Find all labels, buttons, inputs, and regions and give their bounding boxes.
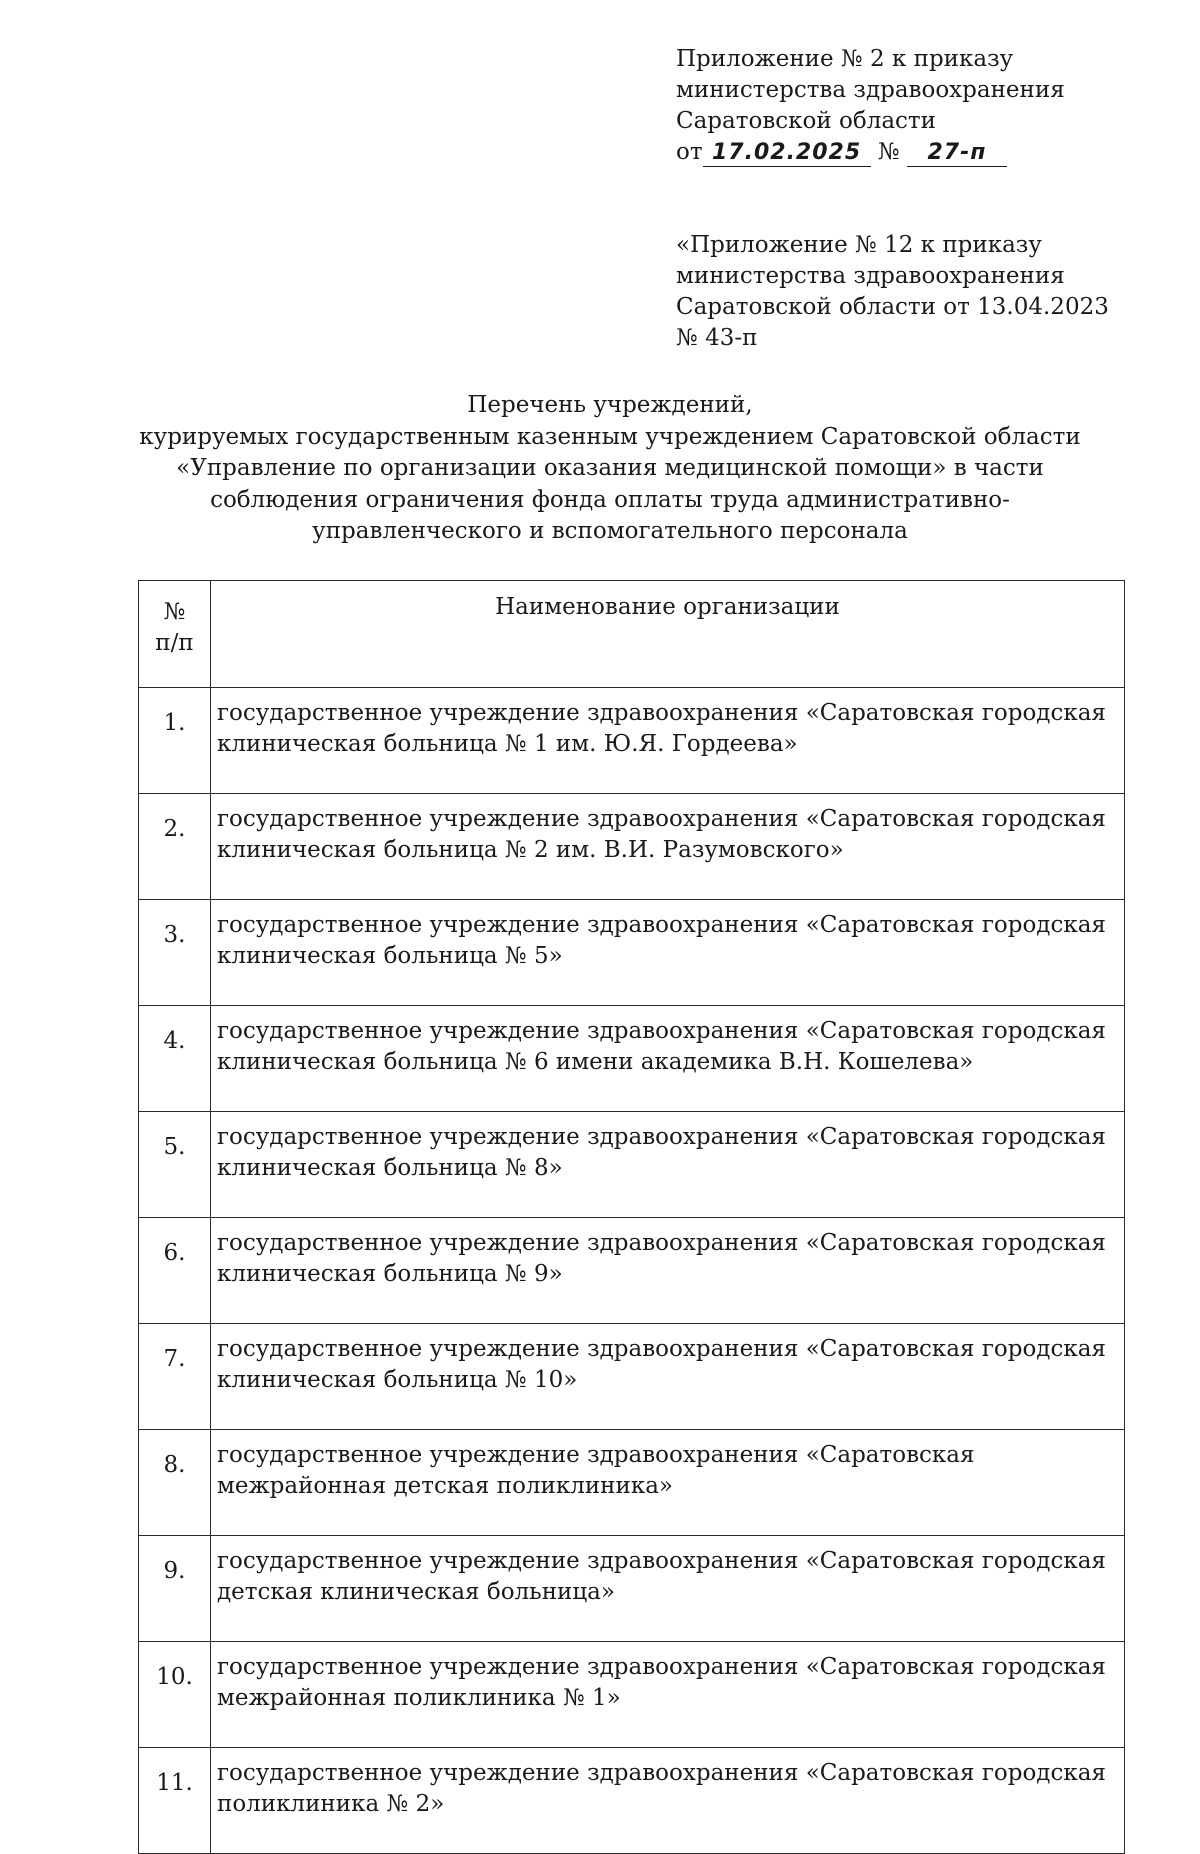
annex-number-handwritten: 27-п <box>907 140 1007 167</box>
row-name-line-2: клиническая больница № 5» <box>217 943 563 969</box>
table-row <box>139 1112 1125 1218</box>
row-name-line-2: межрайонная поликлиника № 1» <box>217 1685 621 1711</box>
title-line-5: управленческого и вспомогательного персонала <box>312 518 908 544</box>
annex-date-handwritten: 17.02.2025 <box>703 140 871 167</box>
row-number: 11. <box>139 1748 211 1854</box>
annex-date-line <box>676 137 1156 168</box>
row-name-line-1: государственное учреждение здравоохранения «Саратовская городская <box>217 806 1106 832</box>
title-line-2: курируемых государственным казенным учреждением Саратовской области <box>139 423 1081 450</box>
row-number: 2. <box>139 794 211 900</box>
row-organization-name <box>211 1006 1125 1112</box>
row-number: 8. <box>139 1430 211 1536</box>
row-organization-name <box>211 1536 1125 1642</box>
header-organization-name: Наименование организации <box>211 581 1125 688</box>
table-row <box>139 794 1125 900</box>
row-organization-name <box>211 1324 1125 1430</box>
table-row <box>139 1748 1125 1854</box>
row-organization-name <box>211 1642 1125 1748</box>
row-name-line-2: поликлиника № 2» <box>217 1791 445 1817</box>
table-row <box>139 900 1125 1006</box>
row-name-line-2: клиническая больница № 8» <box>217 1155 563 1181</box>
table-row <box>139 1218 1125 1324</box>
row-number: 9. <box>139 1536 211 1642</box>
row-name-line-1: государственное учреждение здравоохранения «Саратовская городская <box>217 1336 1106 1362</box>
row-name-line-2: клиническая больница № 6 имени академика В.Н. Кошелева» <box>217 1049 974 1075</box>
row-organization-name <box>211 1112 1125 1218</box>
row-name-line-1: государственное учреждение здравоохранения «Саратовская городская <box>217 1124 1106 1150</box>
row-name-line-2: клиническая больница № 1 им. Ю.Я. Гордеева» <box>217 731 798 757</box>
row-name-line-1: государственное учреждение здравоохранения «Саратовская городская <box>217 700 1106 726</box>
row-organization-name <box>211 1218 1125 1324</box>
table-row <box>139 688 1125 794</box>
row-name-line-2: клиническая больница № 10» <box>217 1367 578 1393</box>
row-number: 1. <box>139 688 211 794</box>
annex12-line-2: министерства здравоохранения <box>676 263 1065 289</box>
row-name-line-2: детская клиническая больница» <box>217 1579 615 1605</box>
annex12-line-4: № 43-п <box>676 325 758 351</box>
table-row <box>139 1536 1125 1642</box>
row-number: 5. <box>139 1112 211 1218</box>
row-number: 6. <box>139 1218 211 1324</box>
row-name-line-1: государственное учреждение здравоохранения «Саратовская городская <box>217 1548 1106 1574</box>
row-name-line-1: государственное учреждение здравоохранения «Саратовская городская <box>217 1018 1106 1044</box>
annex-header <box>676 44 1156 168</box>
table-row <box>139 1324 1125 1430</box>
annex12-header <box>676 230 1156 354</box>
annex12-line-3: Саратовской области от 13.04.2023 <box>676 294 1109 320</box>
annex-line-1: Приложение № 2 к приказу <box>676 46 1014 72</box>
row-organization-name <box>211 1430 1125 1536</box>
row-number: 3. <box>139 900 211 1006</box>
document-title <box>130 390 1090 548</box>
annex-number-prefix: № <box>877 139 900 165</box>
table-row <box>139 1006 1125 1112</box>
title-line-3: «Управление по организации оказания медицинской помощи» в части <box>176 455 1044 481</box>
row-number: 10. <box>139 1642 211 1748</box>
header-number <box>139 581 211 688</box>
table-row <box>139 1430 1125 1536</box>
row-name-line-1: государственное учреждение здравоохранения «Саратовская городская <box>217 912 1106 938</box>
title-line-1: Перечень учреждений, <box>467 392 753 418</box>
row-organization-name <box>211 900 1125 1006</box>
row-name-line-2: клиническая больница № 2 им. В.И. Разумовского» <box>217 837 844 863</box>
row-number: 7. <box>139 1324 211 1430</box>
row-number: 4. <box>139 1006 211 1112</box>
row-organization-name <box>211 1748 1125 1854</box>
table-header-row <box>139 581 1125 688</box>
header-number-line-2: п/п <box>155 630 194 656</box>
header-number-line-1: № <box>163 599 186 625</box>
row-name-line-1: государственное учреждение здравоохранения «Саратовская <box>217 1442 975 1468</box>
annex-line-3: Саратовской области <box>676 108 936 134</box>
row-organization-name <box>211 794 1125 900</box>
row-name-line-2: межрайонная детская поликлиника» <box>217 1473 674 1499</box>
row-name-line-2: клиническая больница № 9» <box>217 1261 563 1287</box>
row-name-line-1: государственное учреждение здравоохранения «Саратовская городская <box>217 1654 1106 1680</box>
row-name-line-1: государственное учреждение здравоохранения «Саратовская городская <box>217 1760 1106 1786</box>
annex-line-2: министерства здравоохранения <box>676 77 1065 103</box>
title-line-4: соблюдения ограничения фонда оплаты труда административно- <box>210 486 1010 513</box>
annex12-line-1: «Приложение № 12 к приказу <box>676 232 1042 258</box>
organizations-table <box>138 580 1125 1854</box>
table-row <box>139 1642 1125 1748</box>
annex-date-prefix: от <box>676 139 703 165</box>
row-organization-name <box>211 688 1125 794</box>
row-name-line-1: государственное учреждение здравоохранения «Саратовская городская <box>217 1230 1106 1256</box>
